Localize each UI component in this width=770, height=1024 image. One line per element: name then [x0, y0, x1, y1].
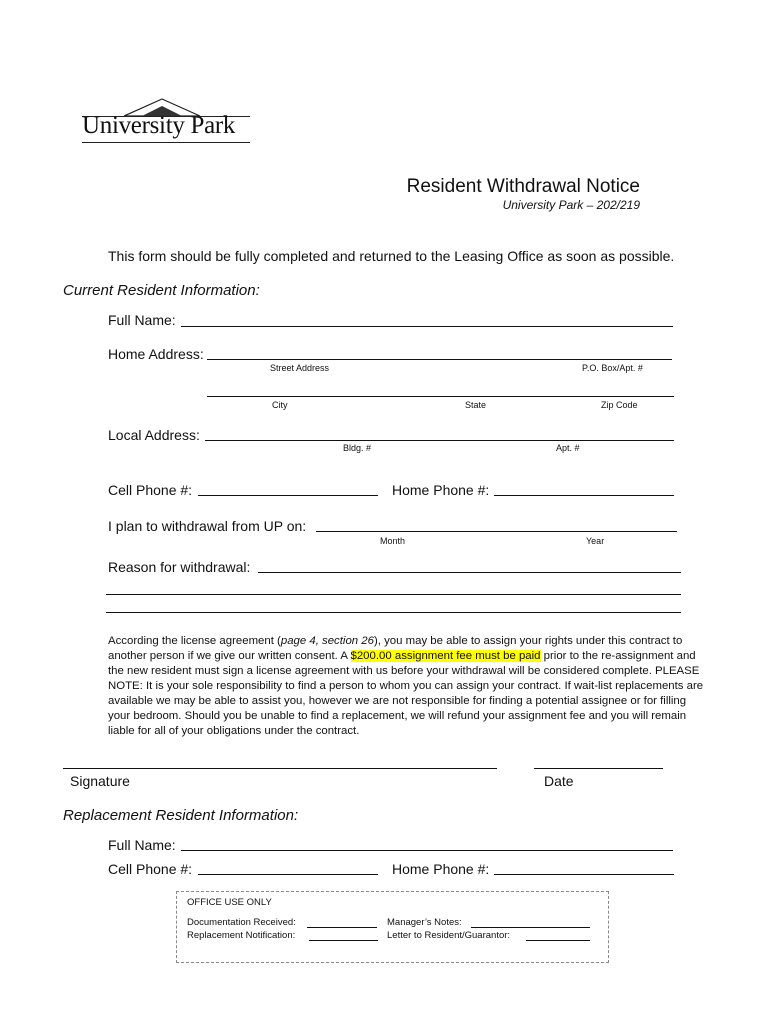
replacement-full-name-field[interactable]: [181, 850, 673, 851]
office-use-title: OFFICE USE ONLY: [187, 897, 272, 908]
reason-field-line-1[interactable]: [258, 572, 681, 573]
signature-field[interactable]: [63, 768, 497, 769]
full-name-label: Full Name:: [108, 312, 176, 328]
office-use-box: [176, 891, 609, 963]
replacement-notification-field[interactable]: [309, 940, 378, 941]
local-address-field[interactable]: [205, 440, 674, 441]
state-caption: State: [465, 400, 487, 410]
home-phone-label: Home Phone #:: [392, 482, 490, 498]
home-phone-field[interactable]: [494, 495, 674, 496]
date-field[interactable]: [534, 768, 663, 769]
withdrawal-date-field[interactable]: [316, 531, 677, 532]
university-park-logo: [82, 96, 250, 146]
logo-underline: [82, 142, 250, 143]
signature-label: Signature: [70, 773, 130, 789]
po-box-caption: P.O. Box/Apt. #: [582, 363, 643, 373]
page-title: Resident Withdrawal Notice: [406, 176, 640, 197]
date-label: Date: [544, 773, 574, 789]
reason-label: Reason for withdrawal:: [108, 559, 251, 575]
letter-to-resident-field[interactable]: [526, 940, 590, 941]
replacement-full-name-label: Full Name:: [108, 837, 176, 853]
intro-text: This form should be fully completed and returned to the Leasing Office as soon as possible.: [108, 248, 675, 264]
agreement-reference: page 4, section 26: [280, 635, 374, 647]
replacement-home-phone-label: Home Phone #:: [392, 861, 490, 877]
agreement-text-3: prior to the re-assignment and the new resident must sign a license agreement with us before your withdrawal will be considered complete. PLEASE NOTE: It is your sole responsibility to find a person to whom you can assign your contract. If wait-list replacements are available we may be able to assist you, however we are not responsible for finding a potential assignee or for filling your bedroom. Should you be unable to find a replacement, we will refund your assignment fee and you will remain liable for all of your obligations under the contract.: [108, 650, 704, 737]
home-address-street-field[interactable]: [207, 359, 672, 360]
reason-field-line-3[interactable]: [106, 612, 681, 613]
year-caption: Year: [586, 536, 605, 546]
zip-caption: Zip Code: [601, 400, 638, 410]
full-name-field[interactable]: [181, 326, 673, 327]
cell-phone-label: Cell Phone #:: [108, 482, 193, 498]
agreement-text-1: According the license agreement (: [108, 635, 281, 647]
agreement-text-2: ), you may be able to assign your rights under this contract to another person if we give our written consent. A: [108, 635, 683, 662]
city-caption: City: [272, 400, 288, 410]
month-caption: Month: [380, 536, 406, 546]
street-address-caption: Street Address: [270, 363, 330, 373]
home-address-city-field[interactable]: [207, 396, 674, 397]
documentation-received-field[interactable]: [307, 927, 377, 928]
documentation-received-label: Documentation Received:: [187, 917, 296, 928]
agreement-paragraph: [108, 634, 708, 739]
managers-notes-field[interactable]: [471, 927, 590, 928]
replacement-cell-phone-field[interactable]: [198, 874, 378, 875]
replacement-resident-heading: Replacement Resident Information:: [63, 807, 299, 824]
page-subtitle: University Park – 202/219: [502, 198, 640, 212]
cell-phone-field[interactable]: [198, 495, 378, 496]
reason-field-line-2[interactable]: [106, 594, 681, 595]
replacement-cell-phone-label: Cell Phone #:: [108, 861, 193, 877]
current-resident-heading: Current Resident Information:: [63, 282, 260, 299]
home-address-label: Home Address:: [108, 346, 204, 362]
local-address-label: Local Address:: [108, 427, 200, 443]
managers-notes-label: Manager’s Notes:: [387, 917, 462, 928]
letter-to-resident-label: Letter to Resident/Guarantor:: [387, 930, 511, 941]
bldg-caption: Bldg. #: [343, 443, 372, 453]
apt-caption: Apt. #: [556, 443, 580, 453]
replacement-notification-label: Replacement Notification:: [187, 930, 296, 941]
withdrawal-date-label: I plan to withdrawal from UP on:: [108, 518, 307, 534]
assignment-fee-highlight: $200.00 assignment fee must be paid: [350, 650, 541, 662]
replacement-home-phone-field[interactable]: [494, 874, 674, 875]
logo-text: University Park: [82, 112, 236, 139]
